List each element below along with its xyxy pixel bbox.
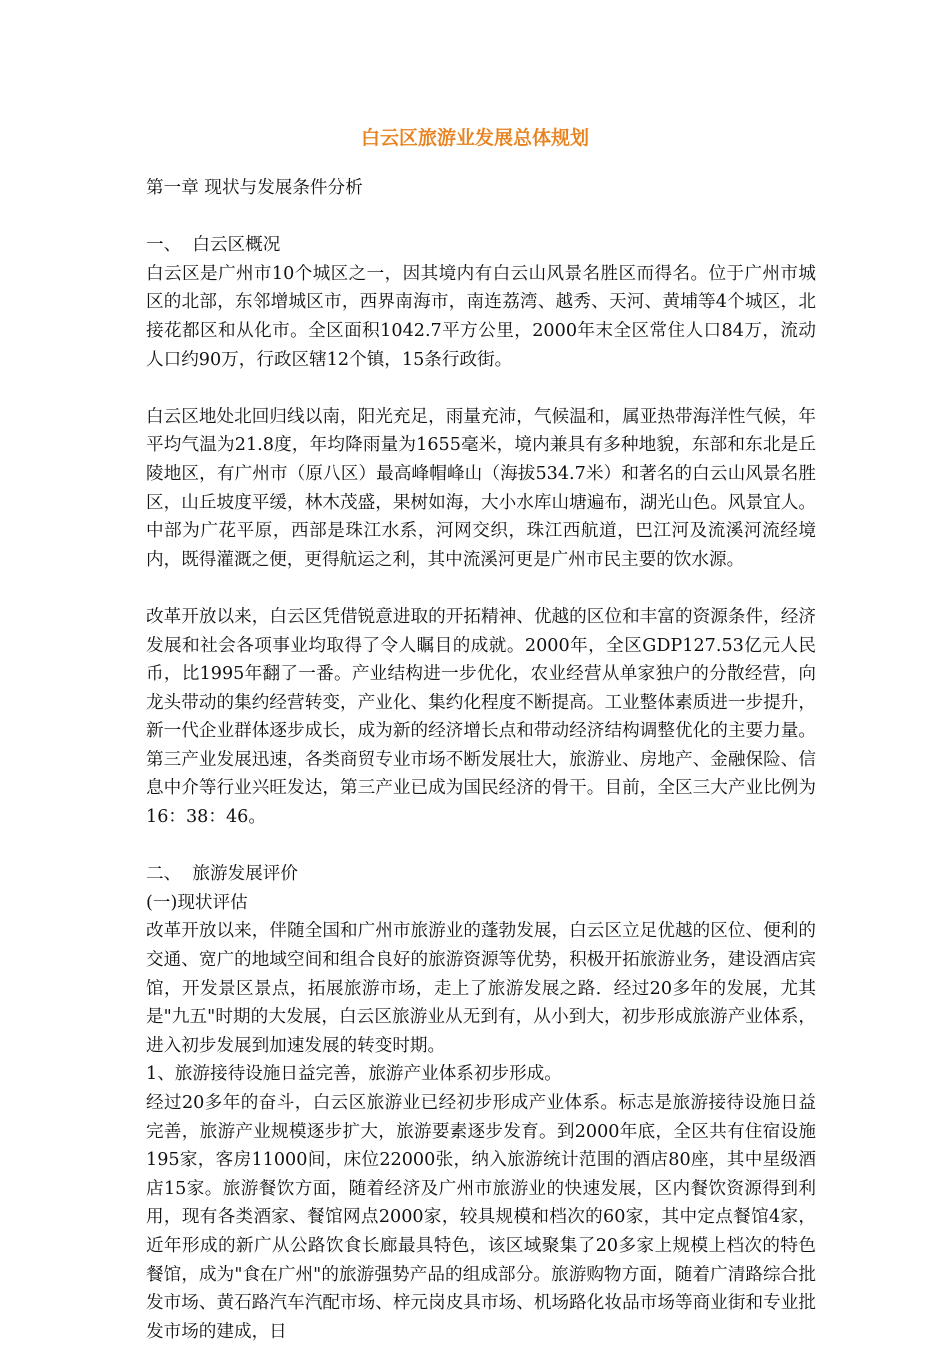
paragraph: 白云区地处北回归线以南，阳光充足，雨量充沛，气候温和，属亚热带海洋性气候，年平均气温为21.8度，年均降雨量为1655毫米，境内兼具有多种地貌，东部和东北是丘陵地区，有广州市（原八区）最高峰帽峰山（海拔534.7米）和著名的白云山风景名胜区，山丘坡度平缓，林木茂盛，果树如海，大小水库山塘遍布，湖光山色。风景宜人。中部为广花平原，西部是珠江水系，河网交织，珠江西航道，巴江河及流溪河流经境内，既得灌溉之便，更得航运之利，其中流溪河更是广州市民主要的饮水源。 <box>146 406 816 570</box>
paragraph: 白云区是广州市10个城区之一，因其境内有白云山风景名胜区而得名。位于广州市城区的北部，东邻增城区市，西界南海市，南连荔湾、越秀、天河、黄埔等4个城区，北接花都区和从化市。全区面积1042.7平方公里，2000年末全区常住人口84万，流动人口约90万，行政区辖12个镇，15条行政街。 <box>146 263 816 370</box>
section-heading: 二、 旅游发展评价 <box>146 864 298 885</box>
document-title: 白云区旅游业发展总体规划 <box>360 127 589 149</box>
spacer <box>146 374 816 403</box>
paragraph: 改革开放以来，伴随全国和广州市旅游业的蓬勃发展，白云区立足优越的区位、便利的交通、宽广的地域空间和组合良好的旅游资源等优势，积极开拓旅游业务，建设酒店宾馆，开发景区景点，拓展旅游市场，走上了旅游发展之路．经过20多年的发展，尤其是"九五"时期的大发展，白云区旅游业从无到有，从小到大，初步形成旅游产业体系，进入初步发展到加速发展的转变时期。 <box>146 921 816 1056</box>
chapter-heading: 第一章 现状与发展条件分析 <box>146 178 363 198</box>
spacer <box>146 203 816 232</box>
spacer <box>146 832 816 861</box>
item-heading: 1、旅游接待设施日益完善，旅游产业体系初步形成。 <box>146 1064 562 1085</box>
section-heading: 一、 白云区概况 <box>146 235 281 256</box>
paragraph: 经过20多年的奋斗，白云区旅游业已经初步形成产业体系。标志是旅游接待设施日益完善，旅游产业规模逐步扩大，旅游要素逐步发育。到2000年底，全区共有住宿设施195家，客房11000间，床位22000张，纳入旅游统计范围的酒店80座，其中星级酒店15家。旅游餐饮方面，随着经济及广州市旅游业的快速发展，区内餐饮资源得到利用，现有各类酒家、餐馆网点2000家，较具规模和档次的60家，其中定点餐馆4家，近年形成的新广从公路饮食长廊最具特色，该区域聚集了20多家上规模上档次的特色餐馆，成为"食在广州"的旅游强势产品的组成部分。旅游购物方面，随着广清路综合批发市场、黄石路汽车汽配市场、梓元岗皮具市场、机场路化妆品市场等商业街和专业批发市场的建成，日 <box>146 1093 816 1342</box>
document-body <box>146 174 816 1346</box>
subsection-heading: (一)现状评估 <box>146 892 248 913</box>
paragraph: 改革开放以来，白云区凭借锐意进取的开拓精神、优越的区位和丰富的资源条件，经济发展和社会各项事业均取得了令人瞩目的成就。2000年，全区GDP127.53亿元人民币，比1995年翻了一番。产业结构进一步优化，农业经营从单家独户的分散经营，向龙头带动的集约经营转变，产业化、集约化程度不断提高。工业整体素质进一步提升，新一代企业群体逐步成长，成为新的经济增长点和带动经济结构调整优化的主要力量。第三产业发展迅速，各类商贸专业市场不断发展壮大，旅游业、房地产、金融保险、信息中介等行业兴旺发达，第三产业已成为国民经济的骨干。目前，全区三大产业比例为16：38：46。 <box>146 606 816 828</box>
spacer <box>146 574 816 603</box>
